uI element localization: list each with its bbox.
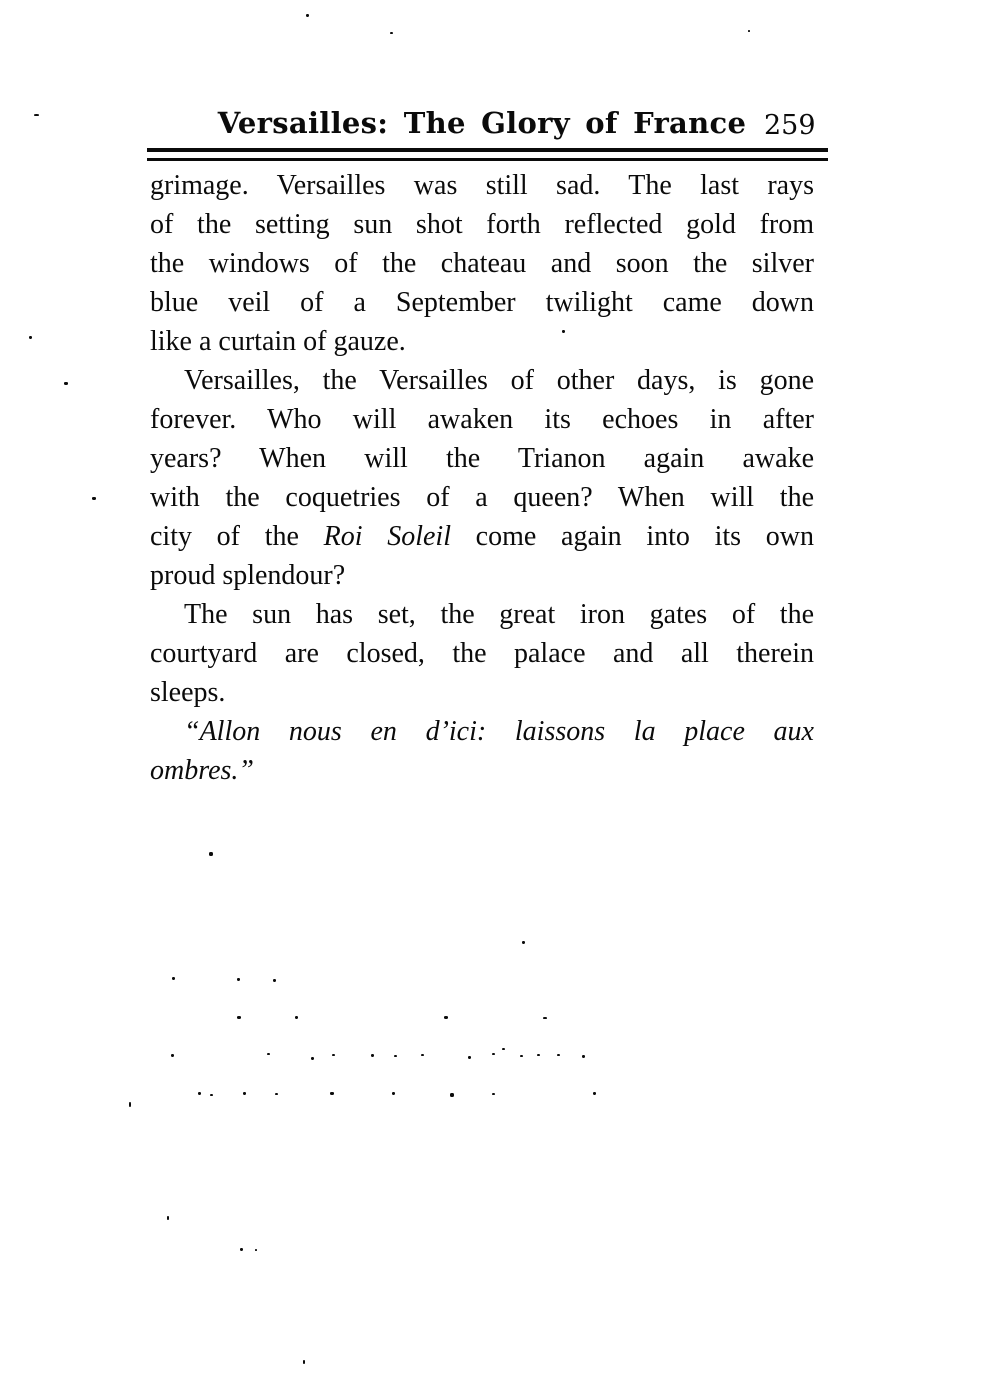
- noise-speck: [593, 1092, 596, 1095]
- noise-speck: [502, 1048, 505, 1050]
- italic-text-segment: “Allon nous en d’ici: laissons la place aux: [184, 716, 814, 747]
- page-body: [150, 166, 814, 790]
- text-segment: courtyard are closed, the palace and all therein: [150, 638, 814, 669]
- noise-speck: [748, 30, 750, 32]
- text-line: [150, 283, 814, 322]
- noise-speck: [240, 1248, 243, 1251]
- page-title: Versailles: The Glory of France: [217, 106, 747, 140]
- noise-speck: [537, 1054, 540, 1056]
- noise-speck: [371, 1054, 374, 1057]
- noise-speck: [243, 1092, 246, 1095]
- text-line: [150, 595, 814, 634]
- text-segment: of the setting sun shot forth reflected gold from: [150, 209, 814, 240]
- noise-speck: [468, 1056, 471, 1059]
- noise-speck: [255, 1249, 257, 1251]
- text-line: [150, 205, 814, 244]
- text-line: [150, 673, 814, 712]
- noise-speck: [237, 1016, 241, 1019]
- text-segment: city of the: [150, 521, 324, 552]
- noise-speck: [492, 1093, 495, 1095]
- text-segment: with the coquetries of a queen? When will the: [150, 482, 814, 513]
- noise-speck: [237, 978, 240, 981]
- noise-speck: [267, 1053, 270, 1055]
- noise-speck: [543, 1017, 547, 1019]
- text-line: [150, 166, 814, 205]
- text-line: [150, 712, 814, 751]
- text-segment: grimage. Versailles was still sad. The last rays: [150, 170, 814, 201]
- text-line: [150, 517, 814, 556]
- text-segment: forever. Who will awaken its echoes in after: [150, 404, 814, 435]
- page-number: 259: [764, 110, 816, 141]
- noise-speck: [29, 336, 32, 339]
- text-segment: blue veil of a September twilight came down: [150, 287, 814, 318]
- noise-speck: [394, 1055, 397, 1057]
- noise-speck: [392, 1092, 395, 1095]
- noise-speck: [273, 979, 276, 982]
- noise-speck: [444, 1016, 448, 1019]
- text-segment: proud splendour?: [150, 560, 346, 591]
- text-segment: sleeps.: [150, 677, 226, 708]
- noise-speck: [582, 1055, 585, 1058]
- text-line: [150, 322, 814, 361]
- noise-speck: [210, 1094, 213, 1096]
- noise-speck: [303, 1360, 305, 1364]
- italic-text-segment: ombres.”: [150, 755, 254, 786]
- text-line: [150, 751, 814, 790]
- noise-speck: [562, 330, 565, 333]
- text-line: [150, 439, 814, 478]
- noise-speck: [129, 1102, 131, 1107]
- noise-speck: [306, 14, 309, 17]
- text-segment: Versailles, the Versailles of other days, is gone: [184, 365, 814, 396]
- noise-speck: [332, 1054, 335, 1056]
- text-segment: The sun has set, the great iron gates of the: [184, 599, 814, 630]
- text-segment: years? When will the Trianon again awake: [150, 443, 814, 474]
- running-header: [150, 104, 814, 148]
- text-segment: come again into its own: [450, 521, 814, 552]
- noise-speck: [522, 941, 525, 944]
- noise-speck: [198, 1092, 201, 1095]
- noise-speck: [311, 1057, 314, 1060]
- noise-speck: [450, 1093, 454, 1097]
- noise-speck: [295, 1016, 298, 1019]
- noise-speck: [390, 32, 393, 34]
- text-line: [150, 361, 814, 400]
- noise-speck: [330, 1092, 334, 1095]
- noise-speck: [520, 1055, 523, 1057]
- noise-speck: [172, 977, 175, 980]
- text-segment: the windows of the chateau and soon the silver: [150, 248, 814, 279]
- noise-speck: [492, 1053, 495, 1055]
- noise-speck: [167, 1216, 169, 1220]
- noise-speck: [92, 497, 96, 500]
- text-line: [150, 634, 814, 673]
- text-segment: like a curtain of gauze.: [150, 326, 406, 357]
- text-line: [150, 244, 814, 283]
- italic-text-segment: Roi Soleil: [323, 521, 451, 552]
- noise-speck: [209, 852, 213, 856]
- header-rule: [147, 148, 828, 161]
- text-line: [150, 478, 814, 517]
- noise-speck: [34, 114, 39, 116]
- noise-speck: [171, 1054, 174, 1057]
- text-line: [150, 556, 814, 595]
- text-line: [150, 400, 814, 439]
- noise-speck: [275, 1093, 278, 1095]
- noise-speck: [557, 1054, 560, 1056]
- noise-speck: [64, 382, 68, 385]
- noise-speck: [421, 1054, 424, 1056]
